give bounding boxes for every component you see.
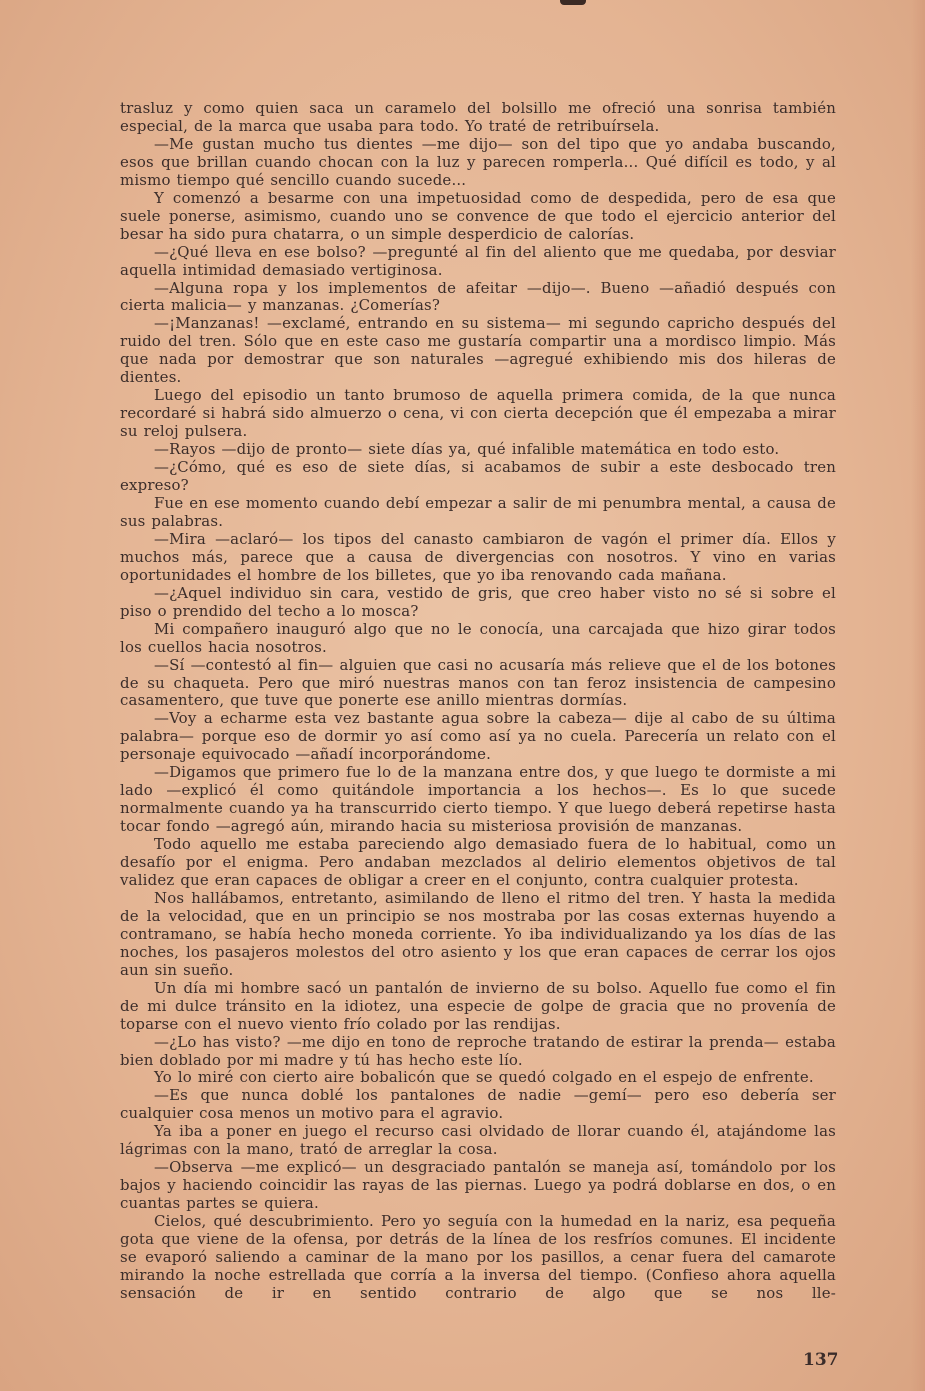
paragraph: Nos hallábamos, entretanto, asimilando de lleno el ritmo del tren. Y hasta la medida de la velocidad, que en un principio se nos mostraba por las cosas externas huyendo a contramano, se había hecho moneda corriente. Yo iba individualizando ya los días de las noches, los pasajeros molestos del otro asiento y los que eran capaces de cerrar los ojos aun sin sueño.: [120, 888, 836, 979]
paragraph: —Voy a echarme esta vez bastante agua sobre la cabeza— dije al cabo de su última palabra— porque eso de dormir yo así como así ya no cuela. Parecería un relato con el personaje equivocado —añadí incorporándome.: [120, 709, 836, 764]
paragraph: —¡Manzanas! —exclamé, entrando en su sistema— mi segundo capricho después del ruido del tren. Sólo que en este caso me gustaría compartir una a mordisco limpio. Más que nada por demostrar que son naturales —agregué exhibiendo mis dos hileras de dientes.: [120, 314, 836, 387]
paragraph: —¿Aquel individuo sin cara, vestido de gris, que creo haber visto no sé si sobre el piso o prendido del techo a lo mosca?: [120, 583, 836, 620]
paragraph: trasluz y como quien saca un caramelo del bolsillo me ofreció una sonrisa también especial, de la marca que usaba para todo. Yo traté de retribuírsela.: [120, 99, 836, 135]
paragraph: Luego del episodio un tanto brumoso de aquella primera comida, de la que nunca recordaré si habrá sido almuerzo o cena, vi con cierta decepción que él empezaba a mirar su reloj pulsera.: [120, 386, 836, 441]
paragraph: Fue en ese momento cuando debí empezar a salir de mi penumbra mental, a causa de sus palabras.: [120, 493, 836, 530]
paragraph: Ya iba a poner en juego el recurso casi olvidado de llorar cuando él, atajándome las lágrimas con la mano, trató de arreglar la cosa.: [120, 1122, 836, 1159]
paragraph: Cielos, qué descubrimiento. Pero yo seguía con la humedad en la nariz, esa pequeña gota que viene de la ofensa, por detrás de la línea de los resfríos comunes. El incidente se evaporó saliendo a caminar de la mano por los pasillos, a cenar fuera del camarote mirando la noche estrellada que corría a la inversa del tiempo. (Confieso ahora aquella sensación de ir en sentido contrario de algo que se nos lle-: [120, 1212, 836, 1302]
page-edge-shadow: [911, 0, 925, 1391]
paragraph: —¿Qué lleva en ese bolso? —pregunté al fin del aliento que me quedaba, por desviar aquella intimidad demasiado vertiginosa.: [120, 242, 836, 279]
paragraph: Un día mi hombre sacó un pantalón de invierno de su bolso. Aquello fue como el fin de mi dulce tránsito en la idiotez, una especie de golpe de gracia que no provenía de toparse con el nuevo viento frío colado por las rendijas.: [120, 978, 836, 1033]
body-text: [120, 100, 836, 1303]
top-ink-mark: [560, 0, 586, 5]
paragraph: —Sí —contestó al fin— alguien que casi no acusaría más relieve que el de los botones de su chaqueta. Pero que miró nuestras manos con tan feroz insistencia de campesino casamentero, que tuve que ponerte ese anillo mientras dormías.: [120, 655, 836, 710]
paragraph: —Digamos que primero fue lo de la manzana entre dos, y que luego te dormiste a mi lado —explicó él como quitándole importancia a los hechos—. Es lo que sucede normalmente cuando ya ha transcurrido cierto tiempo. Y que luego deberá repetirse hasta tocar fondo —agregó aún, mirando hacia su misteriosa provisión de manzanas.: [120, 763, 836, 836]
paragraph: —Alguna ropa y los implementos de afeitar —dijo—. Bueno —añadió después con cierta malicia— y manzanas. ¿Comerías?: [120, 278, 836, 315]
paragraph: —¿Lo has visto? —me dijo en tono de reproche tratando de estirar la prenda— estaba bien doblado por mi madre y tú has hecho este lío.: [120, 1032, 836, 1069]
paragraph: Todo aquello me estaba pareciendo algo demasiado fuera de lo habitual, como un desafío por el enigma. Pero andaban mezclados al delirio elementos objetivos de tal validez que eran capaces de obligar a creer en el conjunto, contra cualquier protesta.: [120, 835, 836, 889]
paragraph: —Me gustan mucho tus dientes —me dijo— son del tipo que yo andaba buscando, esos que brillan cuando chocan con la luz y parecen romperla... Qué difícil es todo, y al mismo tiempo qué sencillo cuando sucede...: [120, 134, 836, 189]
paragraph: —Es que nunca doblé los pantalones de nadie —gemí— pero eso debería ser cualquier cosa menos un motivo para el agravio.: [120, 1086, 836, 1123]
paragraph: —¿Cómo, qué es eso de siete días, si acabamos de subir a este desbocado tren expreso?: [120, 458, 836, 495]
page-number: 137: [803, 1350, 839, 1370]
paragraph: —Mira —aclaró— los tipos del canasto cambiaron de vagón el primer día. Ellos y muchos más, parece que a causa de divergencias con nosotros. Y vino en varias oportunidades el hombre de los billetes, que yo iba renovando cada mañana.: [120, 529, 836, 584]
paragraph: Mi compañero inauguró algo que no le conocía, una carcajada que hizo girar todos los cuellos hacia nosotros.: [120, 619, 836, 656]
paragraph: Y comenzó a besarme con una impetuosidad como de despedida, pero de esa que suele ponerse, asimismo, cuando uno se convence de que todo el ejercicio anterior del besar ha sido pura chatarra, o un simple desperdicio de calorías.: [120, 188, 836, 243]
paragraph: —Observa —me explicó— un desgraciado pantalón se maneja así, tomándolo por los bajos y haciendo coincidir las rayas de las piernas. Luego ya podrá doblarse en dos, o en cuantas partes se quiera.: [120, 1158, 836, 1213]
paragraph: Yo lo miré con cierto aire bobalicón que se quedó colgado en el espejo de enfrente.: [154, 1068, 814, 1087]
paragraph: —Rayos —dijo de pronto— siete días ya, qué infalible matemática en todo esto.: [154, 440, 780, 459]
